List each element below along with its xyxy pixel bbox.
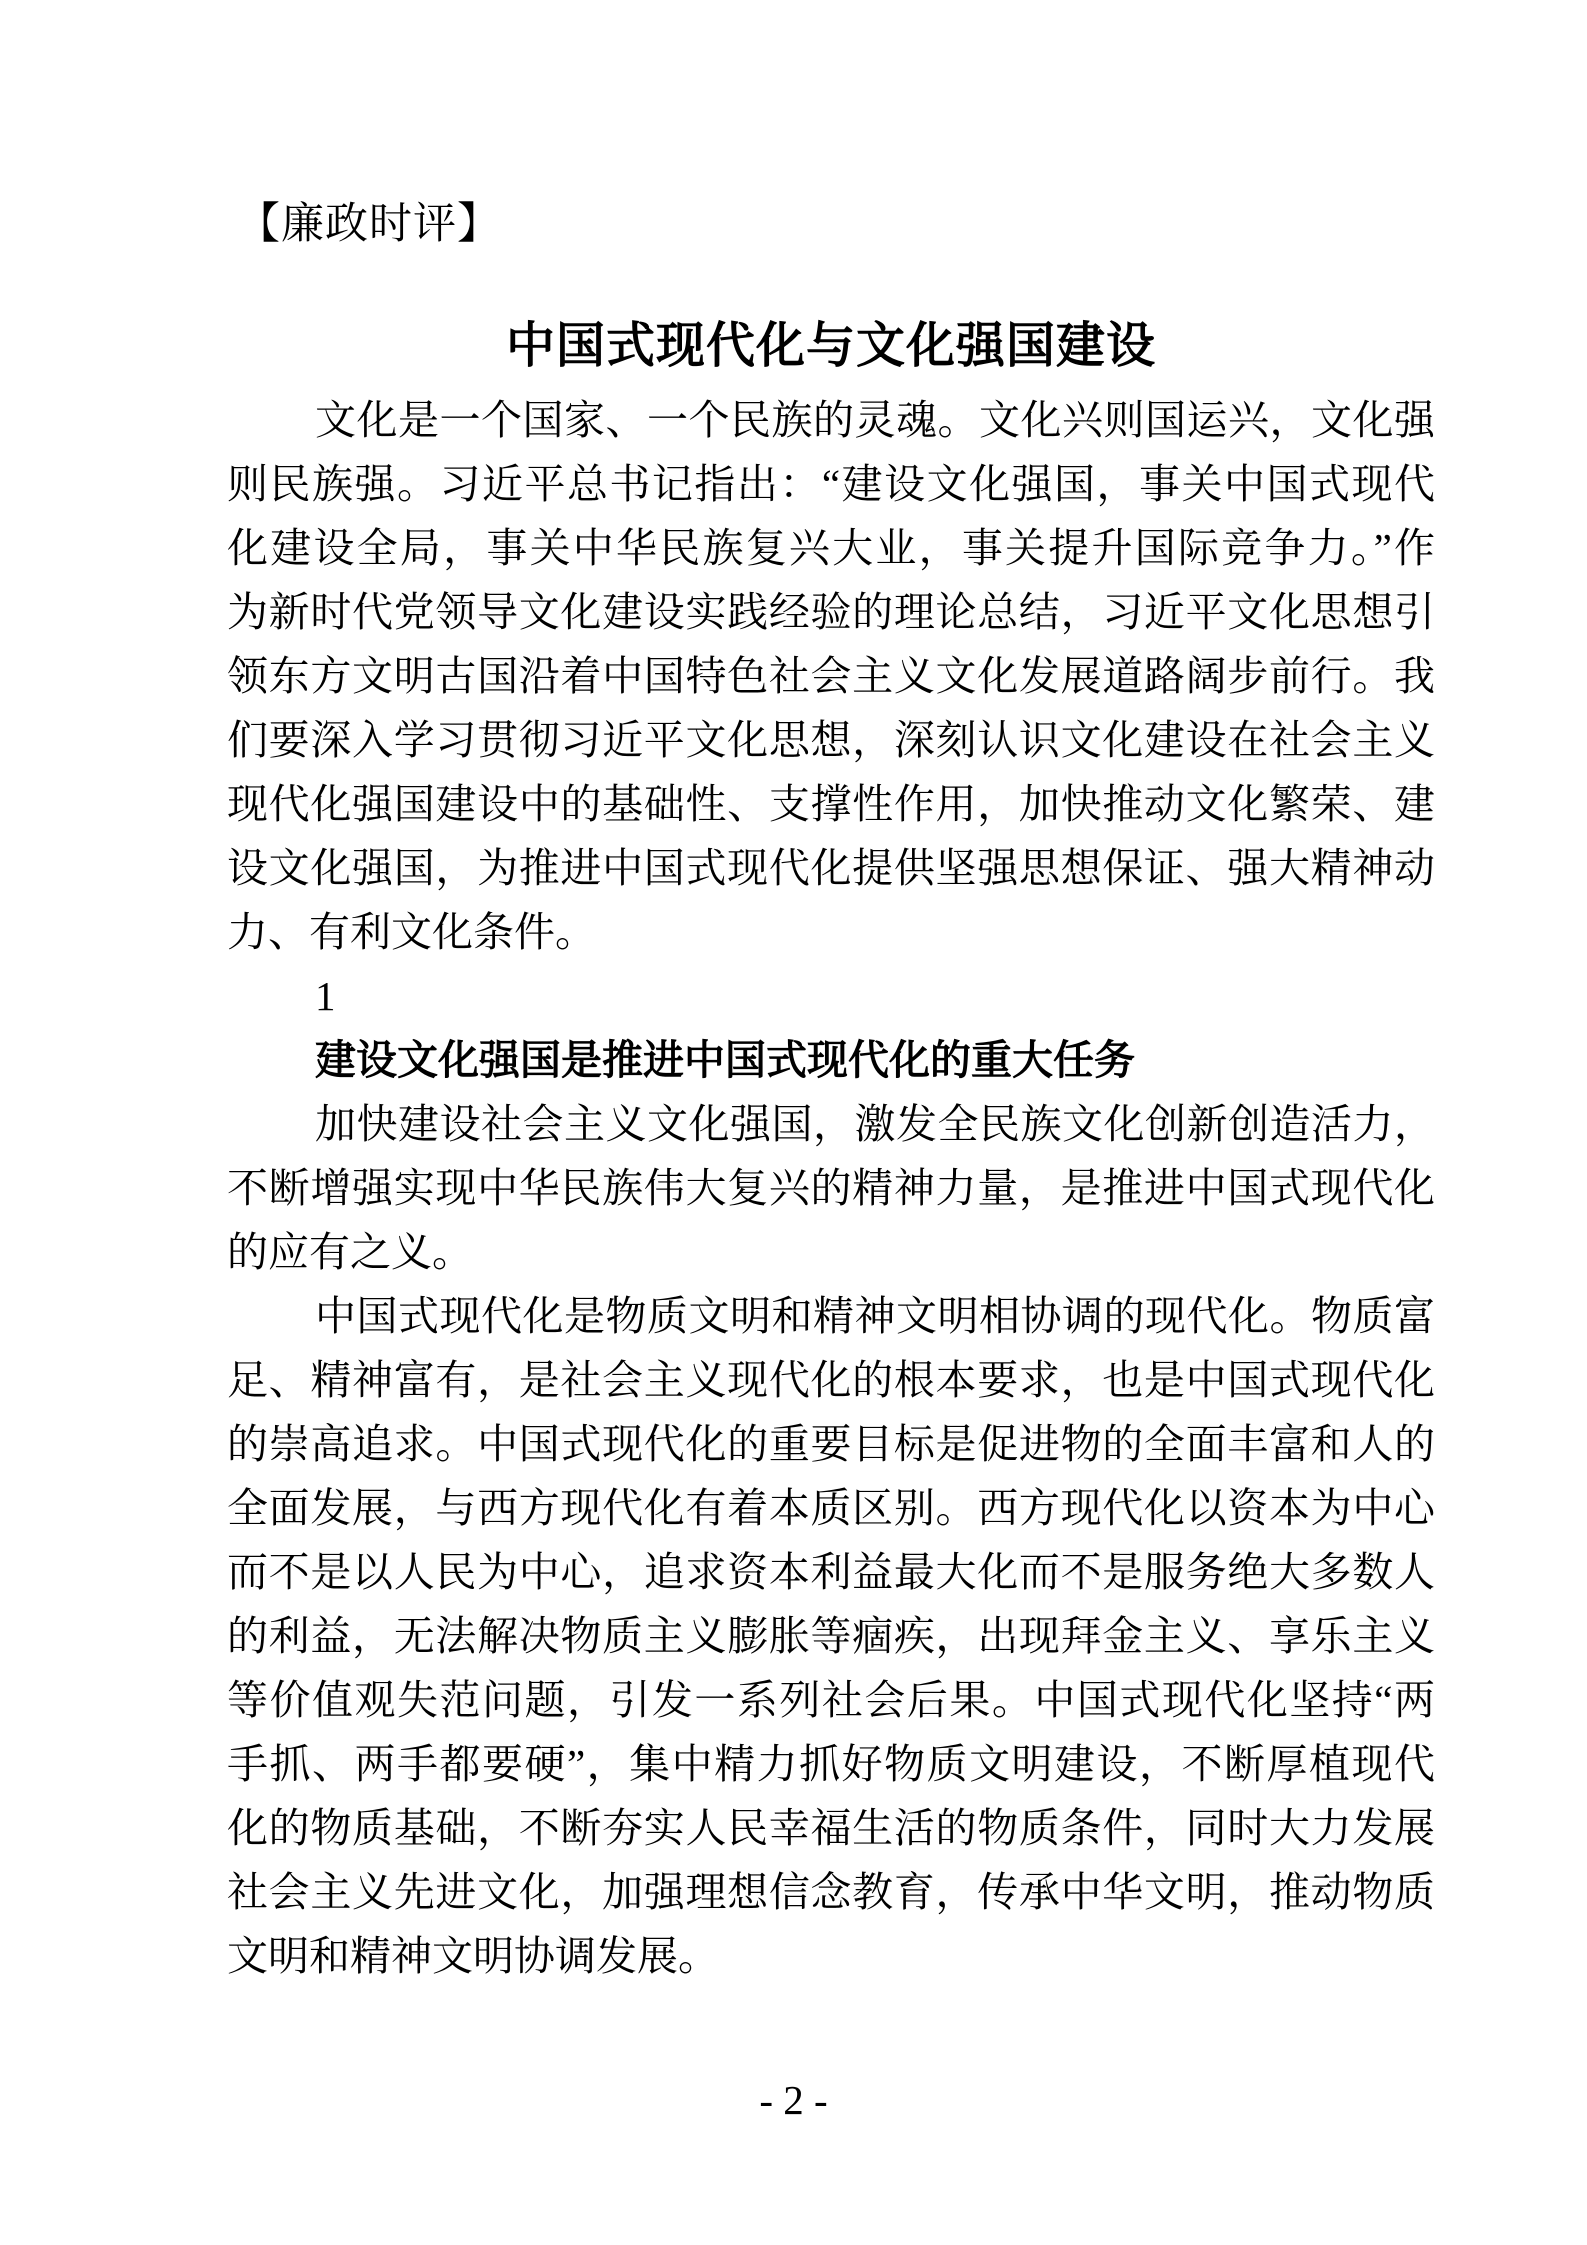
text-line: 的应有之义。 <box>227 1229 473 1275</box>
text-line: 力、有利文化条件。 <box>227 909 596 955</box>
text-line: 设文化强国，为推进中国式现代化提供坚强思想保证、强大精神动 <box>227 845 1435 891</box>
text-line: 中国式现代化是物质文明和精神文明相协调的现代化。物质富 <box>315 1293 1435 1339</box>
text-line: 现代化强国建设中的基础性、支撑性作用，加快推动文化繁荣、建 <box>227 781 1435 827</box>
text-line: 文化是一个国家、一个民族的灵魂。文化兴则国运兴，文化强 <box>315 397 1435 443</box>
text-line: 不断增强实现中华民族伟大复兴的精神力量，是推进中国式现代化 <box>227 1165 1435 1211</box>
text-line: 而不是以人民为中心，追求资本利益最大化而不是服务绝大多数人 <box>227 1549 1435 1595</box>
text-line: 等价值观失范问题，引发一系列社会后果。中国式现代化坚持“两 <box>227 1677 1435 1723</box>
document-body <box>227 388 1435 1988</box>
text-line: 为新时代党领导文化建设实践经验的理论总结，习近平文化思想引 <box>227 589 1435 635</box>
paragraph <box>227 388 1435 964</box>
text-line: 足、精神富有，是社会主义现代化的根本要求，也是中国式现代化 <box>227 1357 1435 1403</box>
paragraph <box>227 1284 1435 1988</box>
text-line: 全面发展，与西方现代化有着本质区别。西方现代化以资本为中心 <box>227 1485 1435 1531</box>
text-line: 的利益，无法解决物质主义膨胀等痼疾，出现拜金主义、享乐主义 <box>227 1613 1435 1659</box>
text-line: 化的物质基础，不断夯实人民幸福生活的物质条件，同时大力发展 <box>227 1805 1435 1851</box>
text-line: 文明和精神文明协调发展。 <box>227 1933 719 1979</box>
paragraph <box>227 1092 1435 1284</box>
text-line: 们要深入学习贯彻习近平文化思想，深刻认识文化建设在社会主义 <box>227 717 1435 763</box>
text-line: 则民族强。习近平总书记指出：“建设文化强国，事关中国式现代 <box>227 461 1435 507</box>
text-line: 社会主义先进文化，加强理想信念教育，传承中华文明，推动物质 <box>227 1869 1435 1915</box>
section-heading: 建设文化强国是推进中国式现代化的重大任务 <box>315 1037 1135 1083</box>
text-line: 加快建设社会主义文化强国，激发全民族文化创新创造活力， <box>315 1101 1435 1147</box>
page-number: - 2 - <box>759 2077 828 2123</box>
text-line: 化建设全局，事关中华民族复兴大业，事关提升国际竞争力。”作 <box>227 525 1435 571</box>
document-title: 中国式现代化与文化强国建设 <box>505 318 1156 373</box>
text-line: 领东方文明古国沿着中国特色社会主义文化发展道路阔步前行。我 <box>227 653 1435 699</box>
category-header: 【廉政时评】 <box>237 201 501 248</box>
text-line: 的崇高追求。中国式现代化的重要目标是促进物的全面丰富和人的 <box>227 1421 1435 1467</box>
section-number: 1 <box>315 973 336 1019</box>
text-line: 手抓、两手都要硬”，集中精力抓好物质文明建设，不断厚植现代 <box>227 1741 1435 1787</box>
